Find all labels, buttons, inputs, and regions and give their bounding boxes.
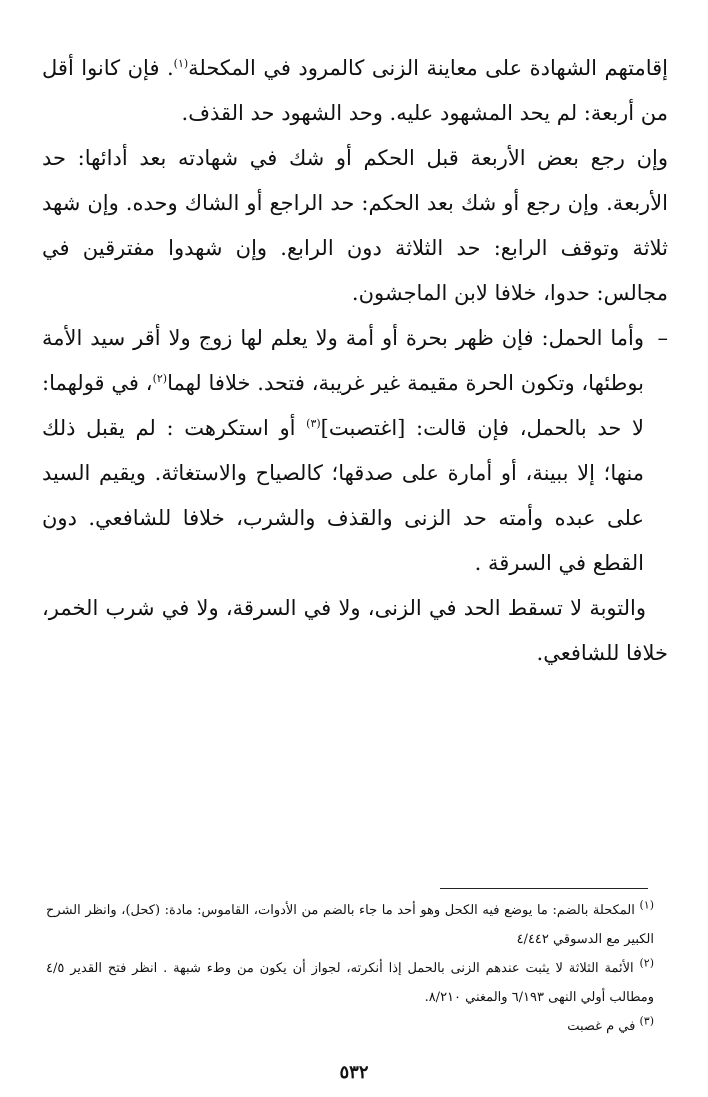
paragraph-2: وإن رجع بعض الأربعة قبل الحكم أو شك في شهادته بعد أدائها: حد الأربعة. وإن رجع أو شك بعد الحكم: حد الراجع أو الشاك وحده. وإن شهد ثلاثة وتوقف الرابع: حد الثلاثة دون الرابع. وإن شهدوا مفترقين في مجالس: حدوا، خلافا لابن الماجشون. — [42, 146, 668, 305]
bullet-dash: – — [657, 326, 668, 350]
footnote-ref-2[interactable]: (٢) — [152, 372, 168, 385]
footnotes — [46, 896, 654, 1041]
footnote-2: $^{(٢)}$ الأئمة الثلاثة لا يثبت عندهم الزنى بالحمل إذا أنكرته، لجواز أن يكون من وطء شبهة . انظر فتح القدير ٤/٥ ومطالب أولي النهى ٦/١٩٣ والمغني ٨/٢١٠. — [46, 956, 654, 1005]
paragraph-1: إقامتهم الشهادة على معاينة الزنى كالمرود في المكحلة$^{(١)}$. فإن كانوا أقل من أربعة: لم يحد المشهود عليه. وحد الشهود حد القذف. — [42, 56, 668, 125]
footnote-3: $^{(٣)}$ في م غصبت — [567, 1014, 654, 1034]
footnote-ref-1[interactable]: (١) — [173, 57, 189, 70]
footnote-separator — [440, 888, 648, 889]
paragraph-3: – وأما الحمل: فإن ظهر بحرة أو أمة ولا يعلم لها زوج ولا أقر سيد الأمة بوطئها، وتكون الحرة مقيمة غير غريبة، فتحد. خلافا لهما$^{(٢)}$، في قولهما: لا حد بالحمل، فإن قالت: [اغتصبت]$^{(٣)}$ أو استكرهت : لم يقبل ذلك منها؛ إلا ببينة، أو أمارة على صدقها؛ كالصياح والاستغاثة. ويقيم السيد على عبده وأمته حد الزنى والقذف والشرب، خلافا للشافعي. دون القطع في السرقة . — [42, 316, 668, 586]
page-number: ٥٣٢ — [339, 1062, 369, 1083]
main-text — [42, 46, 668, 676]
footnote-ref-3[interactable]: (٣) — [306, 417, 321, 430]
footnote-1: $^{(١)}$ المكحلة بالضم: ما يوضع فيه الكحل وهو أحد ما جاء بالضم من الأدوات، القاموس: مادة: (كحل)، وانظر الشرح الكبير مع الدسوقي ٤/٤٤٢ — [46, 898, 654, 947]
paragraph-4: والتوبة لا تسقط الحد في الزنى، ولا في السرقة، ولا في شرب الخمر، خلافا للشافعي. — [42, 596, 668, 665]
